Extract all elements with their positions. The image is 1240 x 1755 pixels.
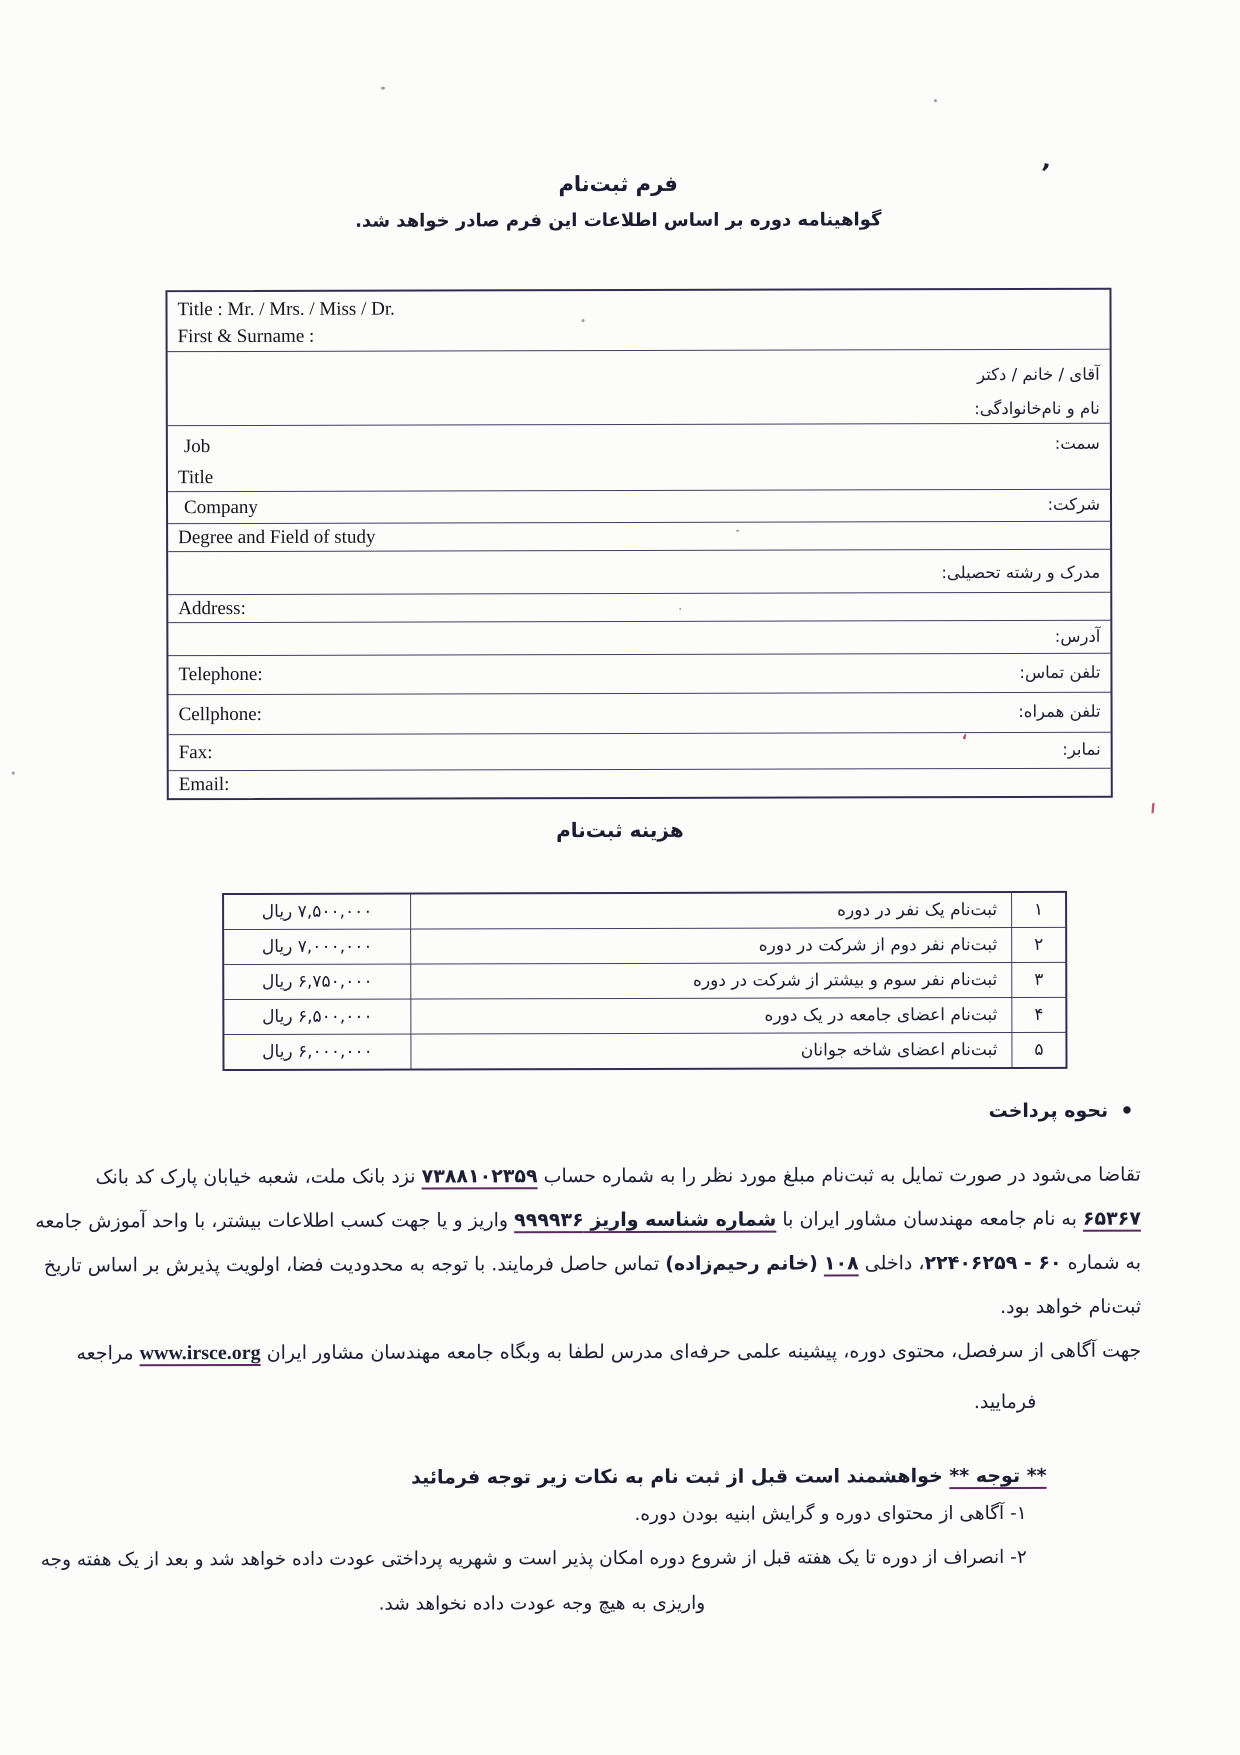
fee-section-heading: هزینه ثبت‌نام [556,817,684,843]
telephone-label: Telephone: [178,664,263,686]
title-label-fa: آقای / خانم / دکتر [977,364,1100,385]
payment-heading-label: نحوه پرداخت [988,1099,1109,1123]
fee-table [222,891,1067,1071]
title-label: Title : Mr. / Mrs. / Miss / Dr. [177,298,395,321]
surname-label: First & Surname : [177,325,315,348]
fee-row [224,927,1065,964]
website-note-line-1 [76,1340,1141,1366]
fee-price: ۶,۵۰۰,۰۰۰ ریال [262,1006,373,1027]
text-segment: جهت آگاهی از سرفصل، محتوی دوره، پیشینه علمی حرفه‌ای مدرس لطفا به وبگاه جامعه مهندسان مشاور ایران [260,1339,1142,1364]
text-segment: ، داخلی [858,1252,925,1275]
attention-note-2-continued: واریزی به هیچ وجه عودت داده نخواهد شد. [378,1592,706,1615]
fee-price: ۷,۵۰۰,۰۰۰ ریال [261,901,373,922]
row-email [169,768,1111,798]
row-address [168,592,1110,622]
job-label: Job [183,436,211,458]
row-cellphone [169,692,1111,734]
payment-line-3 [44,1252,1141,1277]
website-note-line-2: فرمایید. [973,1390,1037,1414]
degree-label: Degree and Field of study [178,526,376,548]
fax-label: Fax: [178,741,213,763]
fee-row [224,893,1065,929]
scan-speck [12,772,15,775]
row-degree [168,520,1110,550]
degree-label-fa: مدرک و رشته تحصیلی: [941,562,1101,582]
attention-heading-text: خواهشمند است قبل از ثبت نام به نکات زیر توجه فرمائید [411,1465,950,1489]
telephone-label-fa: تلفن تماس: [1019,662,1101,682]
attention-note-2 [41,1547,1027,1571]
note-number: ۱- [1010,1502,1027,1524]
row-job-title [168,423,1110,491]
page-subtitle: گواهینامه دوره بر اساس اطلاعات این فرم صادر خواهد شد. [355,209,882,232]
extension-number: ۱۰۸ [823,1252,859,1275]
bank-code: ۶۵۳۶۷ [1082,1207,1141,1230]
scan-artifact-red-mark: ، [961,725,968,744]
fee-row-number: ۱ [1034,899,1044,920]
text-segment: تماس حاصل فرمایند. با توجه به محدودیت فضا، اولویت پذیرش بر اساس تاریخ [43,1252,666,1277]
job-title-label: Title [177,467,214,489]
fee-description: ثبت‌نام نفر دوم از شرکت در دوره [410,928,1012,964]
page-title: فرم ثبت‌نام [558,171,678,197]
row-title-surname-fa [168,349,1110,425]
fee-row-number: ۲ [1034,934,1044,955]
deposit-id: ۹۹۹۹۳۶ [514,1209,584,1232]
note-text: انصراف از دوره تا یک هفته قبل از شروع دوره امکان پذیر است و شهریه پرداختی عودت داده خواهد شد و بعد از یک هفته وجه [40,1546,1011,1571]
row-title-surname [167,290,1109,352]
payment-line-2 [35,1208,1141,1233]
scan-speck [582,319,585,322]
contact-name: (خانم رحیم‌زاده) [665,1252,818,1275]
attention-marker: ** توجه ** [949,1464,1047,1488]
fee-description: ثبت‌نام نفر سوم و بیشتر از شرکت در دوره [410,963,1012,999]
phone-number: ۶۰ - ۲۲۴۰۶۲۵۹ [924,1251,1062,1275]
fee-price: ۷,۰۰۰,۰۰۰ ریال [261,936,373,957]
fee-description: ثبت‌نام اعضای شاخه جوانان [410,1033,1012,1069]
row-telephone [168,652,1110,694]
payment-heading [989,1099,1134,1123]
company-label: Company [184,496,258,519]
text-segment: مراجعه [76,1342,140,1365]
scan-artifact-red-mark: ؍ [1145,796,1161,819]
fee-row [224,1032,1065,1069]
row-fax [169,731,1111,770]
account-number: ۷۳۸۸۱۰۲۳۵۹ [421,1165,538,1188]
registration-form-table [165,288,1112,800]
fax-label-fa: نمابر: [1062,740,1101,760]
email-label: Email: [178,774,230,796]
fee-price: ۶,۷۵۰,۰۰۰ ریال [261,971,373,992]
text-segment: به شماره [1061,1251,1142,1274]
row-degree-fa [168,548,1110,594]
bullet-icon: • [1120,1098,1134,1123]
scan-speck [736,530,739,532]
address-label-fa: آدرس: [1054,626,1101,646]
attention-note-1 [634,1503,1026,1525]
attention-heading [411,1465,1047,1489]
text-segment: نزد بانک ملت، شعبه خیابان پارک کد بانک [95,1165,422,1189]
text-segment: واریز و یا جهت کسب اطلاعات بیشتر، با واحد آموزش جامعه [35,1209,515,1233]
fee-row [224,962,1065,999]
text-segment: به نام جامعه مهندسان مشاور ایران با [776,1207,1083,1231]
note-number: ۲- [1010,1546,1027,1568]
surname-label-fa: نام و نام‌خانوادگی: [974,398,1100,419]
fee-description: ثبت‌نام اعضای جامعه در یک دوره [410,998,1012,1034]
job-label-fa: سمت: [1054,433,1100,454]
cellphone-label: Cellphone: [178,703,262,725]
scan-artifact-mark: ’ [1037,158,1053,188]
fee-description: ثبت‌نام یک نفر در دوره [410,893,1012,929]
address-label: Address: [178,598,246,620]
scan-speck [934,99,937,102]
scan-speck [679,608,681,610]
fee-row-number: ۵ [1034,1039,1044,1060]
row-company [168,489,1110,523]
fee-row-number: ۴ [1034,1004,1044,1025]
deposit-id-label: شماره شناسه واریز [583,1208,777,1232]
note-text: آگاهی از محتوای دوره و گرایش ابنیه بودن دوره. [634,1502,1011,1525]
text-segment: تقاضا می‌شود در صورت تمایل به ثبت‌نام مبلغ مورد نظر را به شماره حساب [537,1163,1141,1188]
scan-speck [381,87,385,90]
fee-row [224,997,1065,1034]
row-address-fa [168,620,1110,655]
fee-price: ۶,۰۰۰,۰۰۰ ریال [262,1041,373,1062]
website-url: www.irsce.org [139,1341,261,1365]
payment-line-4: ثبت‌نام خواهد بود. [1000,1295,1142,1319]
fee-row-number: ۳ [1034,969,1044,990]
company-label-fa: شرکت: [1047,495,1101,515]
cellphone-label-fa: تلفن همراه: [1018,702,1101,722]
payment-line-1 [95,1164,1140,1189]
